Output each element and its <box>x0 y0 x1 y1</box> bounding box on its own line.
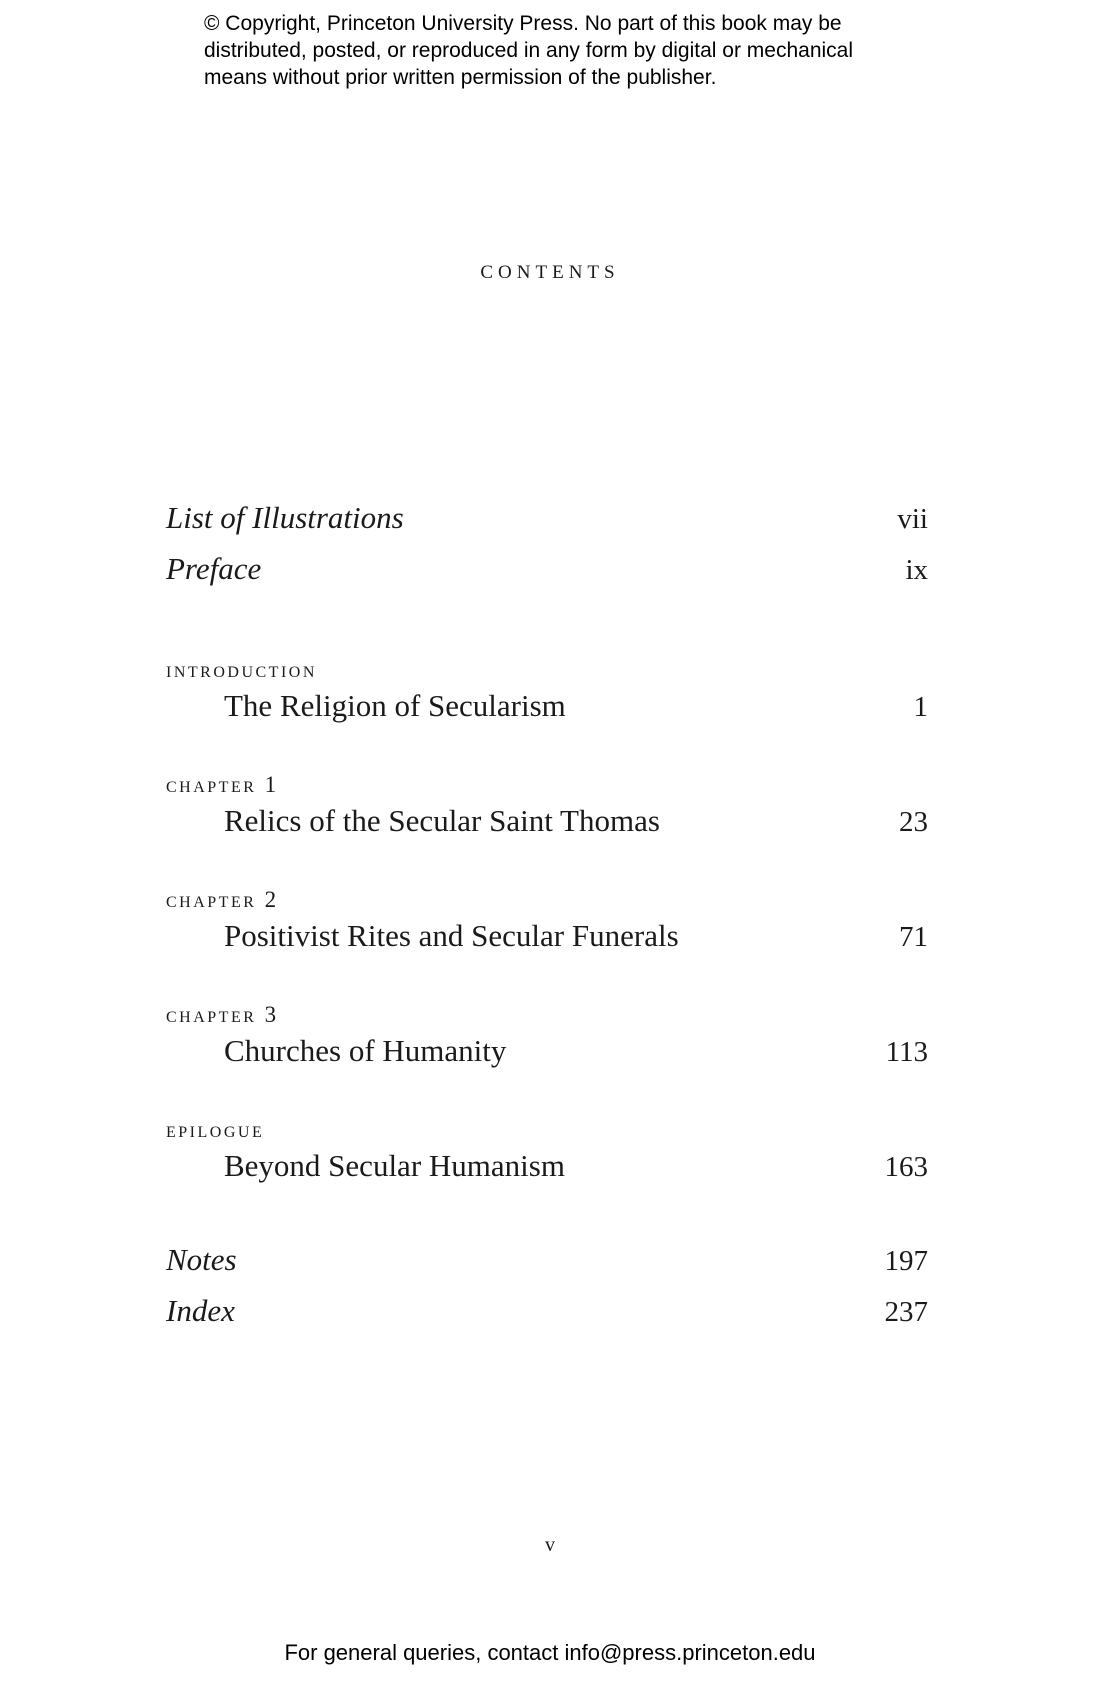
toc-page-number: 71 <box>899 921 928 953</box>
toc-entry-title: Index <box>166 1293 235 1328</box>
toc-page-number: 237 <box>884 1296 928 1328</box>
toc-page-number: vii <box>897 503 928 535</box>
toc-entry-index[interactable] <box>166 1293 928 1329</box>
toc-entry-introduction[interactable] <box>166 688 928 724</box>
toc-entry-title: Notes <box>166 1242 237 1277</box>
toc-entry-title: The Religion of Secularism <box>224 688 566 723</box>
toc-page-number: ix <box>905 554 928 586</box>
contents-heading: contents <box>480 254 620 284</box>
toc-page-number: 113 <box>885 1036 928 1068</box>
toc-section-label-chapter-3: chapter 3 <box>166 1002 279 1027</box>
toc-entry-notes[interactable] <box>166 1242 928 1278</box>
toc-page-number: 23 <box>899 806 928 838</box>
toc-entry-list-of-illustrations[interactable] <box>166 500 928 536</box>
toc-section-label-epilogue: epilogue <box>166 1117 265 1142</box>
toc-section-label-introduction: introduction <box>166 657 317 682</box>
contact-footer: For general queries, contact info@press.princeton.edu <box>284 1640 816 1665</box>
copyright-line: © Copyright, Princeton University Press. No part of this book may be <box>204 12 842 35</box>
toc-entry-preface[interactable] <box>166 551 928 587</box>
toc-section-label-chapter-1: chapter 1 <box>166 772 279 797</box>
table-of-contents <box>166 0 928 1700</box>
toc-page-number: 1 <box>913 691 928 723</box>
toc-entry-title: List of Illustrations <box>166 500 404 535</box>
toc-entry-epilogue[interactable] <box>166 1148 928 1184</box>
toc-entry-chapter-2[interactable] <box>166 918 928 954</box>
toc-section-label-chapter-2: chapter 2 <box>166 887 279 912</box>
toc-entry-title: Churches of Humanity <box>224 1033 507 1068</box>
copyright-line: distributed, posted, or reproduced in any form by digital or mechanical <box>204 39 854 62</box>
toc-entry-chapter-1[interactable] <box>166 803 928 839</box>
page-folio: v <box>545 1534 555 1556</box>
toc-page-number: 163 <box>884 1151 928 1183</box>
toc-entry-title: Beyond Secular Humanism <box>224 1148 565 1183</box>
toc-page-number: 197 <box>884 1245 928 1277</box>
copyright-line: means without prior written permission of the publisher. <box>204 66 717 89</box>
toc-entry-title: Relics of the Secular Saint Thomas <box>224 803 660 838</box>
toc-entry-title: Positivist Rites and Secular Funerals <box>224 918 679 953</box>
toc-entry-title: Preface <box>166 551 262 586</box>
toc-entry-chapter-3[interactable] <box>166 1033 928 1069</box>
